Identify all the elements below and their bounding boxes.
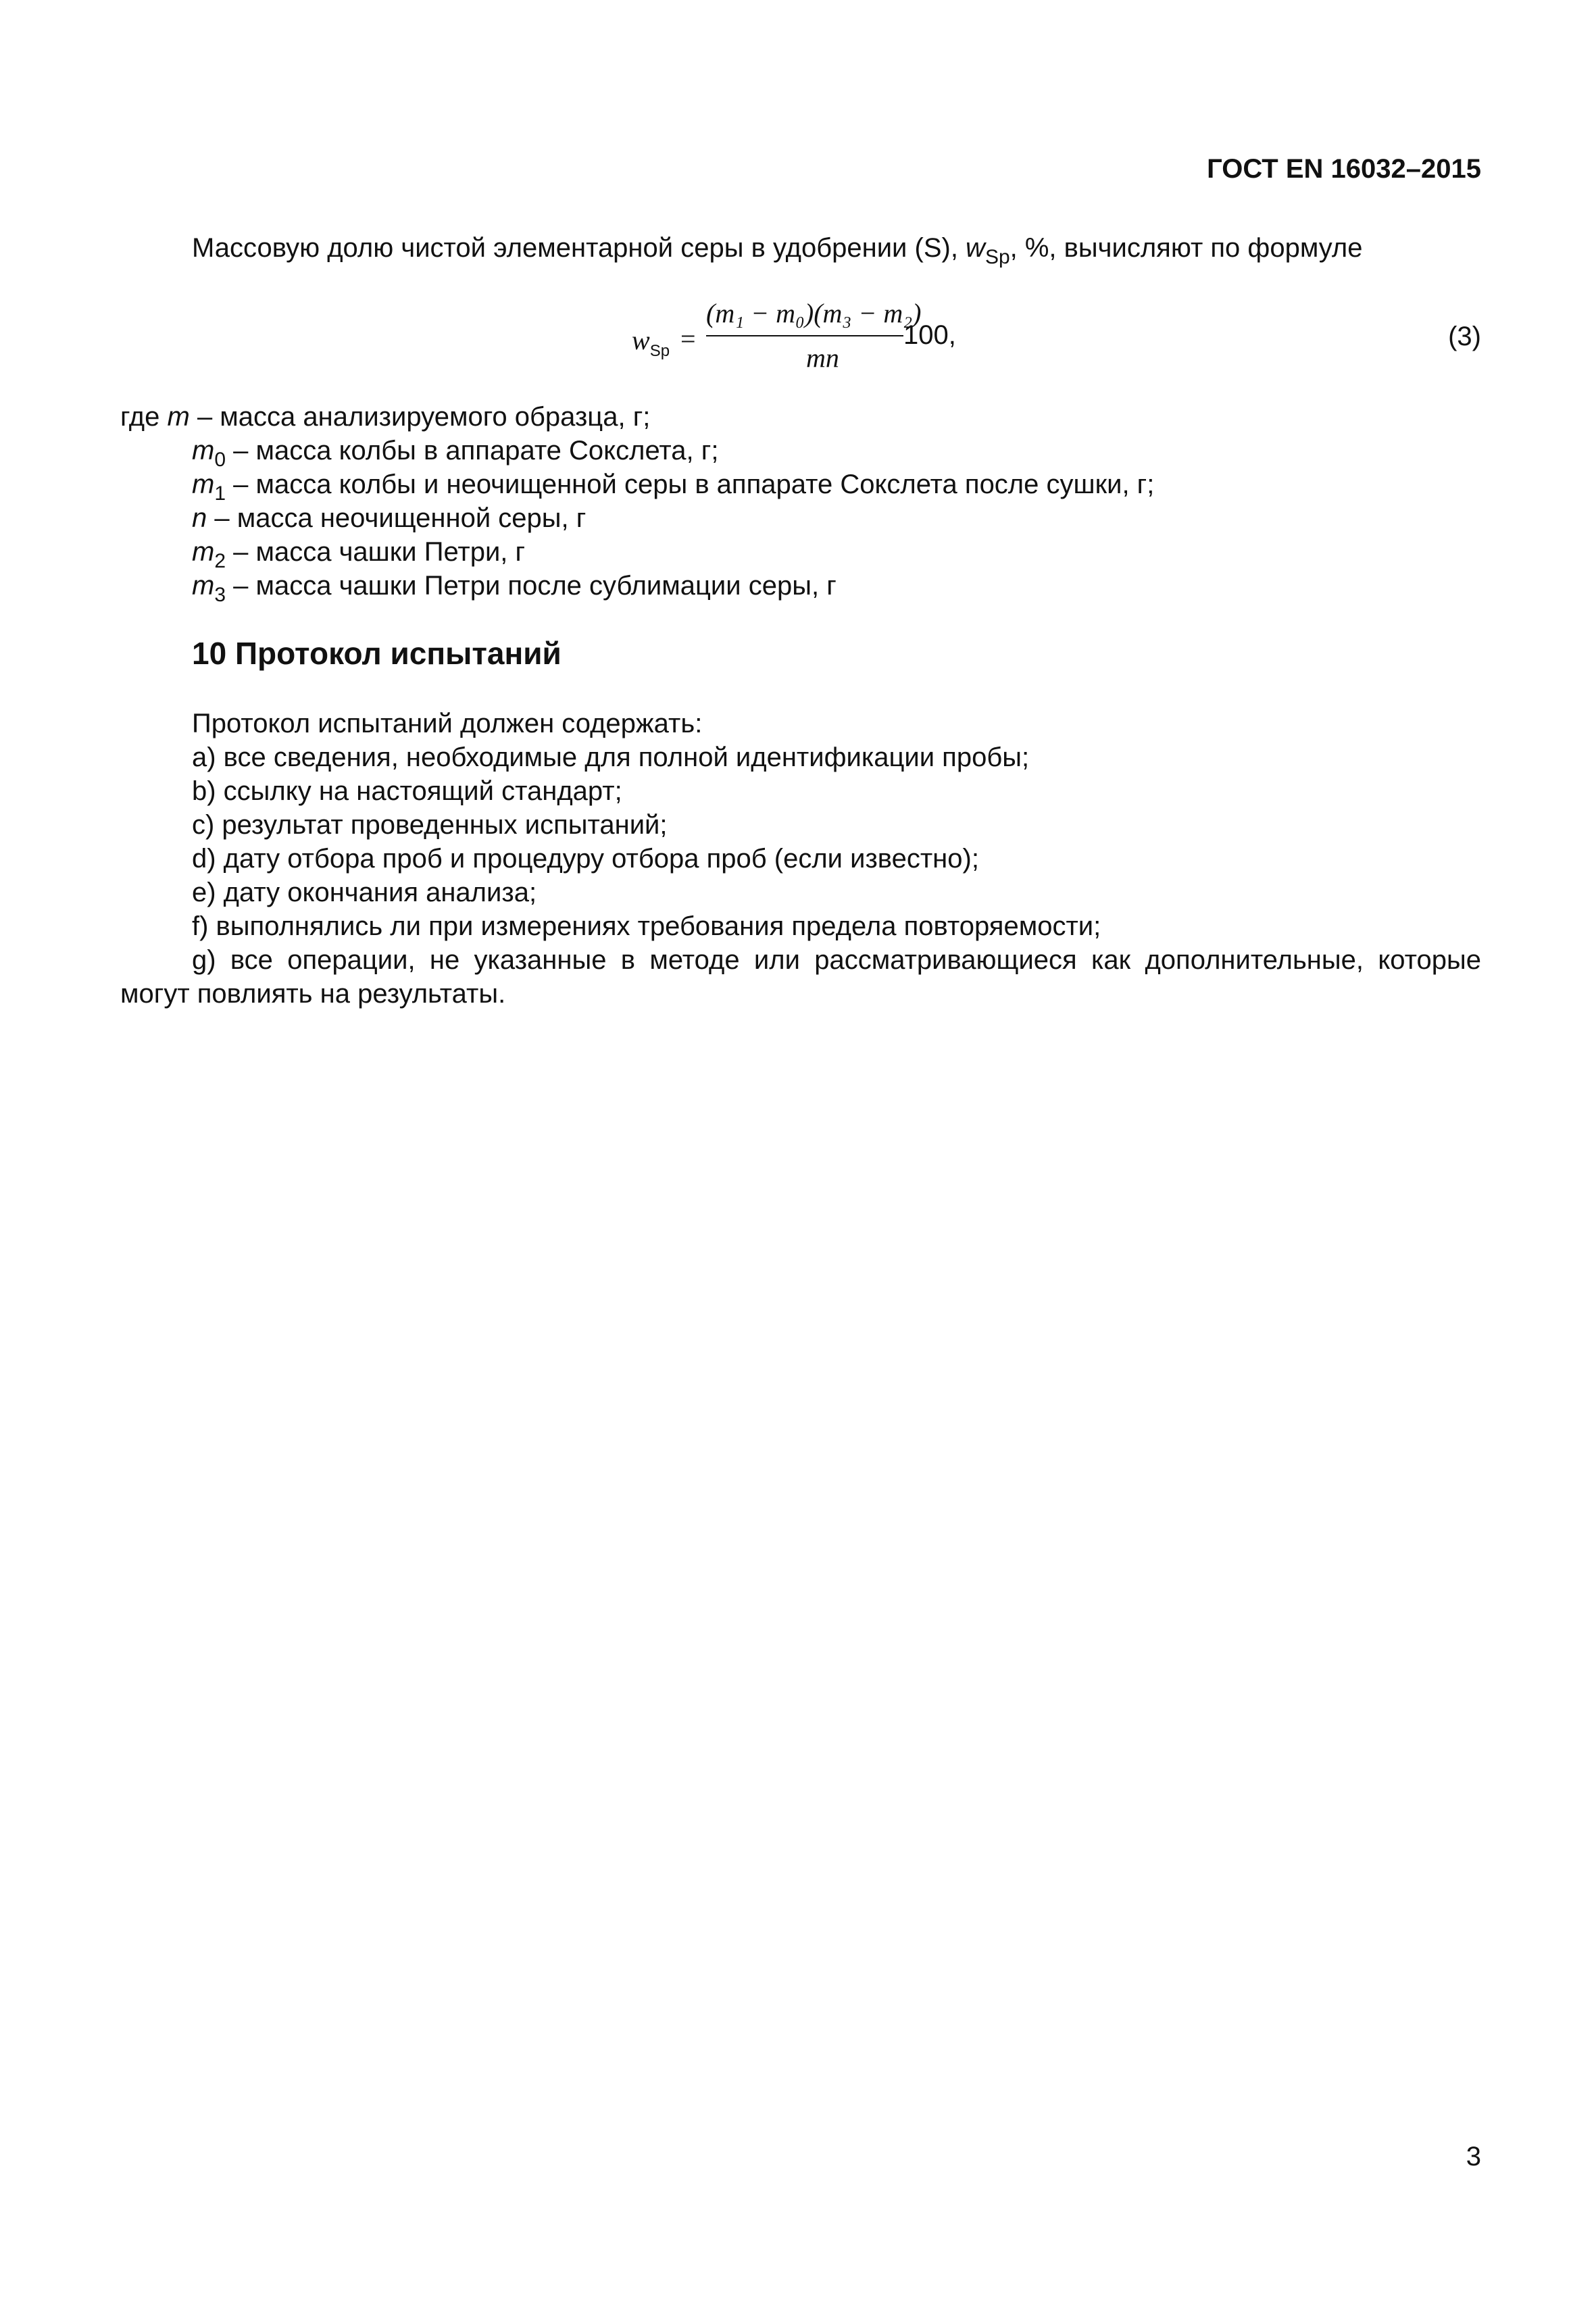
list-item-g-line1: g) все операции, не указанные в методе или рассматривающиеся как дополнительные, которые bbox=[192, 945, 1481, 975]
formula-multiplier: 100, bbox=[903, 320, 956, 350]
list-item: d) дату отбора проб и процедуру отбора проб (если известно); bbox=[192, 844, 979, 874]
formula-numerator: (m₁ − m₀)(m₃ − m₂) bbox=[706, 298, 922, 328]
formula-number: (3) bbox=[1448, 322, 1481, 351]
where-line-1: $m_0$ – масса колбы в аппарате Сокслета, г; bbox=[192, 436, 719, 471]
fraction-bar bbox=[706, 335, 903, 336]
section-heading: 10 Протокол испытаний bbox=[192, 636, 562, 671]
list-item: b) ссылку на настоящий стандарт; bbox=[192, 776, 622, 806]
page-number: 3 bbox=[1466, 2142, 1481, 2171]
formula-lhs: $w_{Sp}$ bbox=[632, 325, 670, 360]
list-item: c) результат проведенных испытаний; bbox=[192, 810, 668, 840]
standard-id: ГОСТ EN 16032–2015 bbox=[1207, 154, 1481, 184]
where-line-0: где m – масса анализируемого образца, г; bbox=[120, 402, 651, 432]
formula-equals: = bbox=[680, 324, 696, 354]
where-line-2: $m_1$ – масса колбы и неочищенной серы в аппарате Сокслета после сушки, г; bbox=[192, 470, 1155, 505]
where-line-3: n – масса неочищенной серы, г bbox=[192, 503, 587, 533]
formula-intro: Массовую долю чистой элементарной серы в удобрении (S), $w_{Sp}$, %, вычисляют по формуле bbox=[192, 233, 1363, 268]
list-item: a) все сведения, необходимые для полной идентификации пробы; bbox=[192, 743, 1030, 772]
where-line-5: $m_3$ – масса чашки Петри после сублимации серы, г bbox=[192, 571, 837, 606]
list-item: e) дату окончания анализа; bbox=[192, 878, 537, 907]
formula-3 bbox=[632, 297, 1118, 378]
formula-denominator: mn bbox=[806, 343, 839, 373]
where-line-4: $m_2$ – масса чашки Петри, г bbox=[192, 537, 526, 572]
list-item-g-line2: могут повлиять на результаты. bbox=[120, 979, 506, 1009]
list-item: f) выполнялись ли при измерениях требования предела повторяемости; bbox=[192, 911, 1101, 941]
section-lead: Протокол испытаний должен содержать: bbox=[192, 709, 703, 738]
